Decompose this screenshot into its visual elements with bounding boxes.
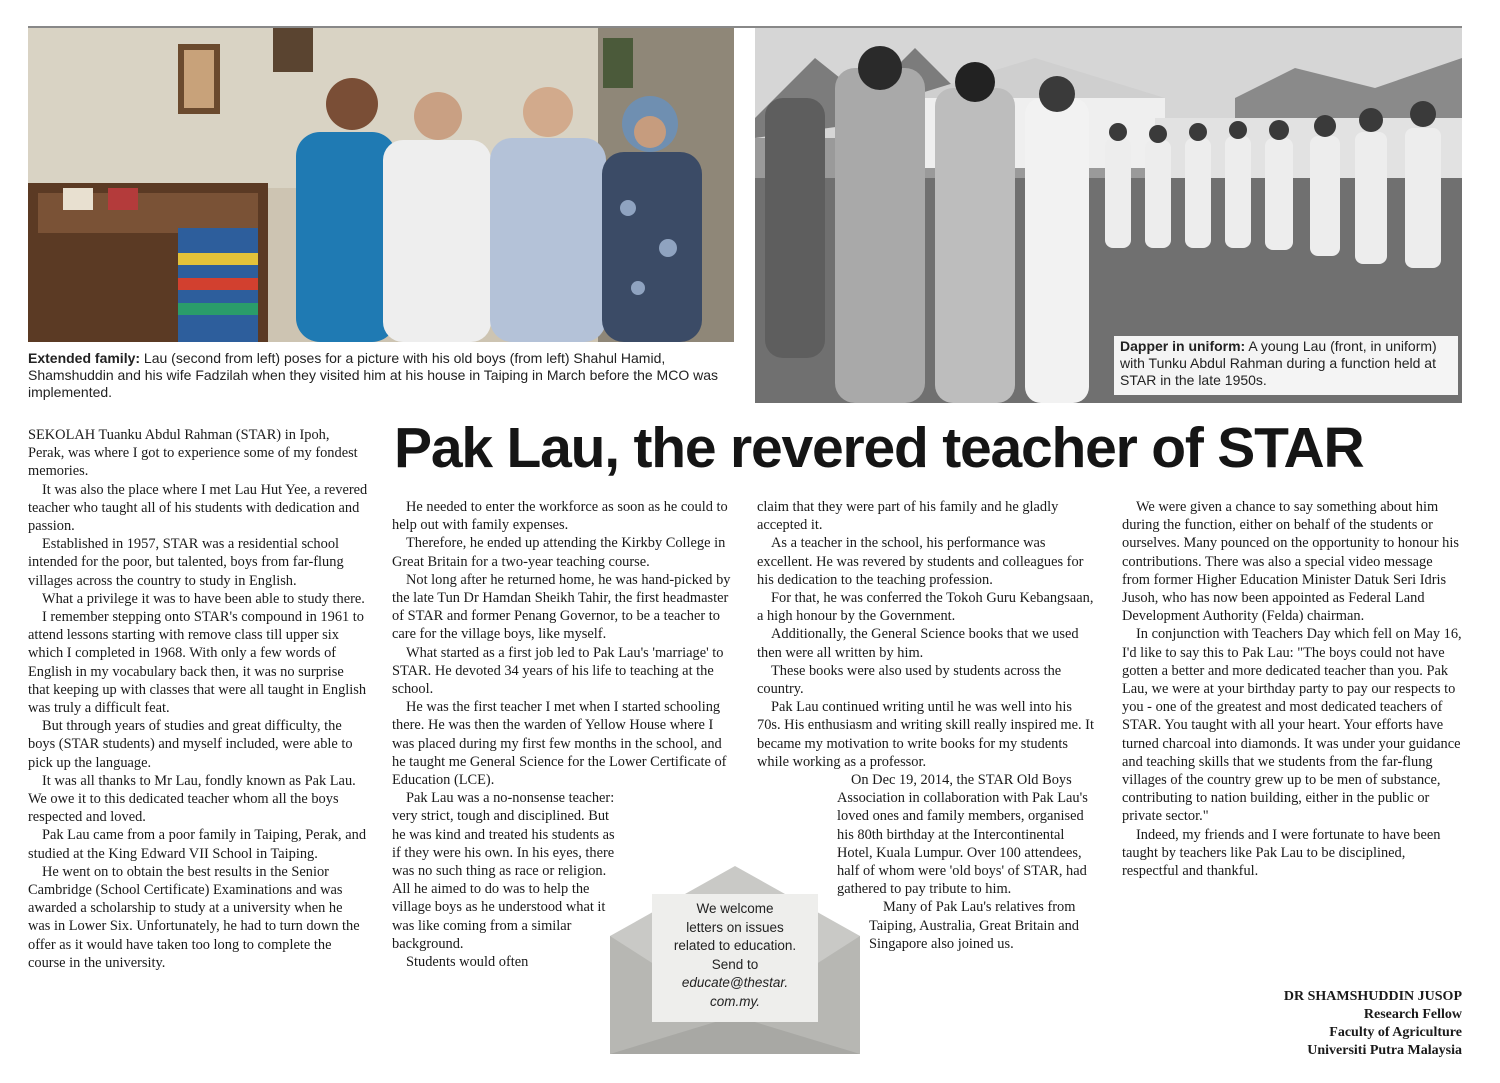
paragraph: He was the first teacher I met when I started schooling there. He was then the warden of Yellow House where I was placed during my first few months in the school, and he taught me General Science for the Lower Certificate of Education (LCE). xyxy=(392,699,727,789)
paragraph: These books were also used by students across the country. xyxy=(757,662,1062,698)
caption-text: Lau (second from left) poses for a picture with his old boys (from left) Shahul Hamid, Shamshuddin and his wife Fadzilah when they visited him at his house in Taiping in March before the MCO was implemented. xyxy=(28,350,718,400)
paragraph: Many of Pak Lau's relatives from Taiping, Australia, Great Britain and Singapore also joined us. xyxy=(869,899,1079,952)
invite-line: related to education. xyxy=(673,938,797,953)
paragraph: claim that they were part of his family and he gladly accepted it. xyxy=(757,499,1059,534)
paragraph: Indeed, my friends and I were fortunate to have been taught by teachers like Pak Lau to be disciplined, respectful and thankful. xyxy=(1122,826,1441,880)
paragraph: Pak Lau came from a poor family in Taiping, Perak, and studied at the King Edward VII School in Taiping. xyxy=(28,827,367,862)
author-signature xyxy=(1160,988,1462,1060)
paragraph: SEKOLAH Tuanku Abdul Rahman (STAR) in Ipoh, Perak, was where I got to experience some of my fondest memories. xyxy=(28,427,358,480)
paragraph: Pak Lau was a no-nonsense teacher: very strict, tough and disciplined. But he was kind and treated his students as if they were his own. In his eyes, there was no such thing as race or religion. All he aimed to do was to help the village boys as he understood what it was like coming from a similar background. xyxy=(392,790,615,952)
paragraph: Students would often xyxy=(406,954,529,971)
paragraph: Established in 1957, STAR was a residential school intended for the poor, but talented, boys from far-flung villages across the country to study in English. xyxy=(28,536,344,589)
paragraph: In conjunction with Teachers Day which fell on May 16, I'd like to say this to Pak Lau: "The boys could not have gotten a better and more dedicated teacher than you. Pak Lau, we were at your birthday party to pay our respects to you - one of the greatest and most dedicated teachers of STAR. You taught with all your heart. Your efforts have turned charcoal into diamonds. It was under your guidance and teaching skills that we students from the far-flung villages of the country grew up to be men of substance, contributing to nation building, either in the public or private sector." xyxy=(1122,626,1462,825)
paragraph: It was all thanks to Mr Lau, fondly known as Pak Lau. We owe it to this dedicated teacher whom all the boys respected and loved. xyxy=(28,772,356,826)
author-name: DR SHAMSHUDDIN JUSOP xyxy=(1283,989,1462,1004)
paragraph: We were given a chance to say something about him during the function, either on behalf of the students or ourselves. Many pounced on the opportunity to honour his contributions. There was also a special video message from former Higher Education Minister Datuk Seri Idris Jusoh, who has now been appointed as Federal Land Development Authority (Felda) chairman. xyxy=(1122,499,1459,625)
caption-lead: Extended family: xyxy=(28,350,141,366)
parade-photo-caption xyxy=(1114,336,1458,395)
invite-line: Send to xyxy=(711,956,759,972)
author-faculty: Faculty of Agriculture xyxy=(1329,1025,1462,1040)
paragraph: I remember stepping onto STAR's compound in 1961 to attend lessons starting with remove class till upper six which I completed in 1968. With only a few words of English in my vocabulary back then, it was no surprise that keeping up with classes that were all taught in English was truly a difficult feat. xyxy=(28,609,367,717)
invite-line: We welcome xyxy=(696,901,774,916)
paragraph: He went on to obtain the best results in the Senior Cambridge (School Certificate) Examinations and was awarded a scholarship to study at a university when he was in Lower Six. Unfortunately, he had to turn down the offer as it would have taken too long to complete the course in the university. xyxy=(28,863,360,971)
paragraph: Not long after he returned home, he was hand-picked by the late Tun Dr Hamdan Sheikh Tahir, the first headmaster of STAR and former Penang Governor, to be a teacher to care for the village boys, like myself. xyxy=(392,571,731,643)
paragraph: But through years of studies and great difficulty, the boys (STAR students) and myself included, were able to pick up the language. xyxy=(28,718,353,771)
caption-lead: Dapper in uniform: xyxy=(1120,338,1246,354)
paragraph: Additionally, the General Science books that we used then were all written by him. xyxy=(757,626,1079,661)
invite-line: letters on issues xyxy=(686,919,784,935)
article-column-4 xyxy=(1122,498,1462,880)
paragraph: For that, he was conferred the Tokoh Guru Kebangsaan, a high honour by the Government. xyxy=(757,590,1094,625)
paragraph: Therefore, he ended up attending the Kirkby College in Great Britain for a two-year teaching course. xyxy=(392,535,726,570)
letters-invitation xyxy=(652,900,818,1011)
author-university: Universiti Putra Malaysia xyxy=(1307,1043,1462,1058)
paragraph: What started as a first job led to Pak Lau's 'marriage' to STAR. He devoted 34 years of his life to teaching at the school. xyxy=(392,644,724,698)
email-link[interactable]: educate@thestar. xyxy=(681,975,789,990)
paragraph: It was also the place where I met Lau Hut Yee, a revered teacher who taught all of his students with dedication and passion. xyxy=(28,481,368,535)
paragraph: What a privilege it was to have been able to study there. xyxy=(42,590,365,607)
author-title: Research Fellow xyxy=(1363,1007,1462,1022)
family-photo xyxy=(28,28,734,342)
paragraph: On Dec 19, 2014, the STAR Old Boys Association in collaboration with Pak Lau's loved ones and family members, organised his 80th birthday at the Intercontinental Hotel, Kuala Lumpur. Over 100 attendees, half of whom were 'old boys' of STAR, had gathered to pay tribute to him. xyxy=(837,772,1088,898)
caption-text: A young Lau (front, in uniform) with Tunku Abdul Rahman during a function held at STAR in the late 1950s. xyxy=(1120,338,1437,388)
email-link[interactable]: com.my. xyxy=(710,993,760,1009)
family-photo-illustration xyxy=(28,28,734,342)
headline: Pak Lau, the revered teacher of STAR xyxy=(394,416,1364,480)
family-photo-caption xyxy=(28,350,728,401)
paragraph: As a teacher in the school, his performance was excellent. He was revered by students and colleagues for his dedication to the teaching profession. xyxy=(757,535,1084,588)
article-column-1 xyxy=(28,426,368,972)
paragraph: He needed to enter the workforce as soon as he could to help out with family expenses. xyxy=(392,499,728,534)
paragraph: Pak Lau continued writing until he was well into his 70s. His enthusiasm and writing skill really inspired me. It became my motivation to write books for my students while working as a professor. xyxy=(757,699,1094,770)
